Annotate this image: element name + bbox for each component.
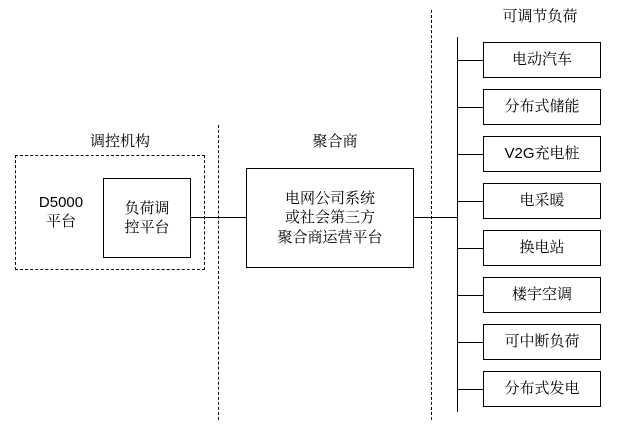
connector-load-control-to-aggregator — [191, 217, 247, 218]
d5000-platform-label — [22, 178, 100, 246]
load-box-electric-heating[interactable]: 电采暖 — [483, 183, 601, 219]
load-stub-8 — [457, 389, 483, 390]
section-title-dispatch: 调控机构 — [89, 133, 150, 150]
separator-aggregator-load — [431, 10, 432, 420]
load-stub-2 — [457, 107, 483, 108]
aggregator-line-2: 或社会第三方 — [284, 209, 375, 227]
load-box-battery-swap-station[interactable]: 换电站 — [483, 230, 601, 266]
load-stub-7 — [457, 342, 483, 343]
separator-dispatch-aggregator — [218, 125, 219, 420]
load-stub-5 — [457, 248, 483, 249]
load-stub-1 — [457, 60, 483, 61]
load-stub-4 — [457, 201, 483, 202]
section-title-aggregator: 聚合商 — [312, 133, 358, 150]
load-box-v2g-charging-pile[interactable]: V2G充电桩 — [483, 136, 601, 172]
load-box-building-air-conditioning[interactable]: 楼宇空调 — [483, 277, 601, 313]
load-control-line-2: 控平台 — [124, 219, 170, 236]
load-stub-3 — [457, 154, 483, 155]
d5000-line-1: D5000 — [38, 193, 84, 211]
load-stub-6 — [457, 295, 483, 296]
load-box-interruptible-load[interactable]: 可中断负荷 — [483, 324, 601, 360]
aggregator-platform-box[interactable] — [246, 168, 414, 268]
load-box-distributed-generation[interactable]: 分布式发电 — [483, 371, 601, 407]
aggregator-line-1: 电网公司系统 — [284, 189, 375, 207]
load-bus-line — [457, 37, 458, 412]
load-control-platform-box[interactable] — [103, 178, 191, 258]
connector-aggregator-to-load-bus — [414, 217, 458, 218]
load-box-electric-vehicle[interactable]: 电动汽车 — [483, 42, 601, 78]
aggregator-line-3: 聚合商运营平台 — [277, 228, 383, 246]
d5000-line-2: 平台 — [45, 213, 76, 230]
section-title-adjustable-load: 可调节负荷 — [502, 8, 578, 25]
load-control-line-1: 负荷调 — [124, 199, 170, 217]
load-box-distributed-storage[interactable]: 分布式储能 — [483, 89, 601, 125]
